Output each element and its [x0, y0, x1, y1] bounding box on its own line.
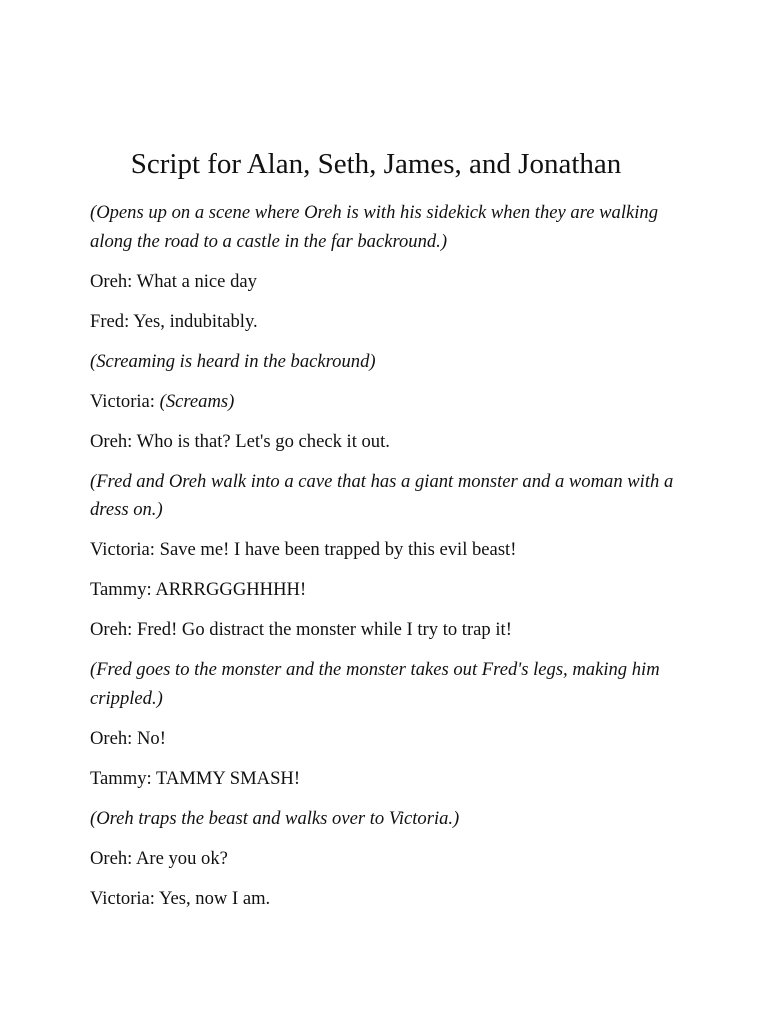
speaker-name: Victoria:	[90, 539, 155, 560]
stage-direction: (Opens up on a scene where Oreh is with his sidekick when they are walking along the road to a castle in the far backround.)	[90, 202, 659, 252]
stage-direction: (Fred goes to the monster and the monster takes out Fred's legs, making him crippled.)	[90, 659, 660, 709]
dialogue-line	[90, 765, 690, 794]
dialogue-text: TAMMY SMASH!	[156, 767, 301, 789]
speaker-name: Victoria:	[90, 390, 155, 412]
speaker-name: Oreh:	[90, 619, 133, 640]
dialogue-text: Save me! I have been trapped by this evil beast!	[159, 539, 517, 560]
dialogue-line	[90, 388, 690, 417]
stage-direction: (Oreh traps the beast and walks over to Victoria.)	[90, 807, 460, 829]
speaker-name: Oreh:	[90, 727, 133, 749]
dialogue-line	[90, 268, 690, 297]
dialogue-line	[90, 428, 690, 457]
dialogue-line	[90, 616, 690, 645]
dialogue-line	[90, 576, 690, 605]
speaker-name: Fred:	[90, 310, 130, 332]
script-body	[90, 199, 690, 925]
speaker-name: Tammy:	[90, 579, 152, 600]
dialogue-line	[90, 885, 690, 914]
dialogue-text: Fred! Go distract the monster while I try to trap it!	[137, 619, 512, 640]
dialogue-text: Who is that? Let's go check it out.	[136, 430, 390, 452]
dialogue-line	[90, 845, 690, 874]
dialogue-text: Are you ok?	[135, 847, 228, 869]
dialogue-text: ARRRGGGHHHH!	[155, 579, 307, 600]
dialogue-text: (Screams)	[159, 390, 235, 412]
speaker-name: Tammy:	[90, 767, 152, 789]
dialogue-text: What a nice day	[136, 270, 257, 292]
dialogue-line	[90, 725, 690, 754]
speaker-name: Oreh:	[90, 430, 133, 452]
page-title: Script for Alan, Seth, James, and Jonathan	[130, 148, 622, 180]
speaker-name: Oreh:	[90, 270, 133, 292]
dialogue-text: Yes, indubitably.	[133, 310, 258, 332]
speaker-name: Oreh:	[90, 847, 133, 869]
speaker-name: Victoria:	[90, 887, 155, 909]
dialogue-line	[90, 308, 690, 337]
dialogue-line	[90, 536, 690, 565]
dialogue-text: Yes, now I am.	[158, 887, 271, 909]
stage-direction: (Screaming is heard in the backround)	[90, 350, 376, 372]
stage-direction: (Fred and Oreh walk into a cave that has a giant monster and a woman with a dress on.)	[90, 470, 674, 520]
dialogue-text: No!	[137, 727, 166, 749]
